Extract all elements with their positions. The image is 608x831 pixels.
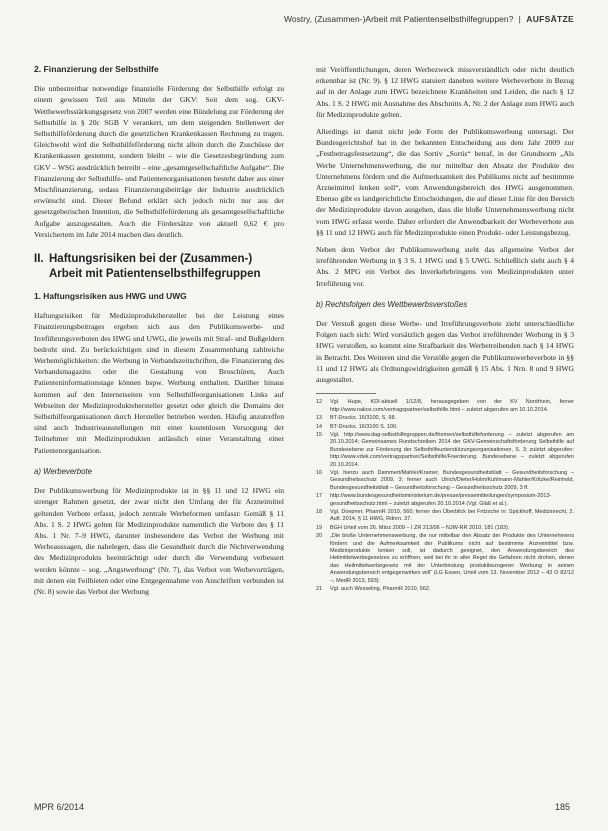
paragraph: Die unbestreitbar notwendige finanzielle Förderung der Selbsthilfe erfolgt zu einem gewissen Teil aus Mitteln der GKV: Seit dem sog. GKV-Wettbewerbsstärkungsgesetz von 2007 werden eine Bündelung zur Förderung der Selbsthilfe in § 20c SGB V verankert, um dem steigenden Stellenwert der Selbsthilfeförderung durch die gesetzlichen Krankenkassen Rechnung zu tragen. Gleichwohl wird die Selbsthilfeförderung nicht allein durch die Zuschüsse der Krankenkassen gestemmt, sondern bleibt – wie die Gesetzesbegründung zum GKV – WSG ausdrücklich betreibt – eine „gesamtgesellschaftliche Aufgabe“. Die Finanzierung der Selbsthilfe- und Patientenorganisationen besteht daher aus einer Mischfinanzierung, sodass Finanzierungsbeiträge der Industrie ausdrücklich erwünscht sind. Dieser Befund erklärt sich jedoch nicht nur aus der gesetzgeberischen Intention, die Selbsthilfeförderung als gesamtgesellschaftliche Aufgabe auszugestalten. Auch die Fördersätze von aktuell 0,62 € pro Versichertem im Jahr 2014 machen dies deutlich. — [34, 84, 284, 239]
footnote-number: 15 — [316, 431, 323, 438]
footnote-number: 18 — [316, 508, 323, 515]
footnote-number: 14 — [316, 423, 323, 430]
footnote-divider — [316, 393, 376, 394]
footnote-number: 13 — [316, 415, 323, 422]
right-column — [316, 64, 574, 594]
footnote — [316, 424, 574, 431]
subheading-legal-consequences: b) Rechtsfolgen des Wettbewerbsverstoßes — [316, 299, 468, 309]
footnote — [316, 399, 574, 414]
footnote-number: 19 — [316, 524, 323, 531]
footnote-number: 17 — [316, 493, 323, 500]
footnote — [316, 432, 574, 469]
footnote-text: BT-Drucks. 16/3100, S. 98. — [330, 415, 397, 422]
header-separator: | — [518, 14, 521, 24]
footnote-text: Vgl. auch Wesseling, PharmR 2010, 562. — [330, 586, 431, 593]
subheading-liability: 1. Haftungsrisiken aus HWG und UWG — [34, 291, 187, 302]
paragraph: Neben dem Verbot der Publikumswerbung steht das allgemeine Verbot der irreführenden Werbung in § 3 S. 1 HWG und § 5 UWG. Schließlich sieht auch § 4 Abs. 2 MPG ein Verbot des Inverkehrbringens von Medizinprodukten unter Irreführung vor. — [316, 245, 574, 288]
footnote-number: 16 — [316, 469, 323, 476]
chapter-heading — [34, 252, 284, 281]
footnotes — [316, 399, 574, 593]
footnote — [316, 415, 574, 422]
section-label: AUFSÄTZE — [526, 14, 574, 24]
footnote — [316, 533, 574, 585]
footnote-text: Vgl. Hupe, KDI-aktuell 1/12/8, herausgegeben von der KV Nordrhein, ferner http://www.nakos.com/vertragspartner/selbsthilfe.html – zuletzt abgerufen am 10.10.2014. — [330, 399, 574, 413]
footnote — [316, 525, 574, 532]
footnote-number: 20 — [316, 533, 323, 540]
chapter-number: II. — [34, 253, 44, 266]
paragraph: Der Verstoß gegen diese Werbe- und Irreführungsverbote zieht unterschiedliche Folgen nach sich: Wird vorsätzlich gegen das Verbot irreführender Werbung in § 3 HWG verstoßen, so kommt eine Strafbarkeit des Werbetreibenden nach § 14 HWG in Betracht. Des Weiteren sind die Verstöße gegen die Publikumswerbeverbote in §§ 11 und 12 HWG als Ordnungswidrigkeiten gemäß § 15 Abs. 1 Nrn. 8 und 9 HWG ausgestaltet. — [316, 319, 574, 385]
paragraph: Allerdings ist damit nicht jede Form der Publikumswerbung untersagt. Der Bundesgerichtshof hat in der bekannten Entscheidung aus dem Jahr 2009 zur „Festbetragsfestsetzung“, die das Sortiv „Sortis“ betraf, in der Grundnorm „Als Werbe Unternehmenswerbung, die nur mittelbar den Absatz der Produkte des Unternehmens fördern und die Aufmerksamkeit des Publikums nicht auf bestimmte Arzneimittel lenken soll“, vom Anwendungsbereich des HWG ausgenommen. Ebenso gibt es landgerichtliche Entscheidungen, die auf dieser Linie für den Bereich der Medizinprodukte davon ausgehen, dass die bloße Unternehmenswerbung nicht vom HWG erfasst werde. Daher erfordert die Anwendbarkeit der Werbeverbote aus §§ 11 und 12 HWG auch für Medizinprodukte einen Produkt- oder Leistungsbezug. — [316, 127, 574, 237]
footnote-number: 12 — [316, 399, 323, 406]
footnote — [316, 509, 574, 524]
chapter-title-line2: Arbeit mit Patientenselbsthilfegruppen — [49, 267, 261, 280]
journal-issue: MPR 6/2014 — [34, 802, 85, 812]
paragraph: Der Publikumswerbung für Medizinprodukte ist in §§ 11 und 12 HWG ein strenger Rahmen gesetzt, der zwar nicht den Umfang der für Arzneimittel geltenden Verbote erfasst, jedoch zentrale Werbeformen umfasst: Gemäß § 11 Abs. 1 S. 2 HWG gelten für Medizinprodukte namentlich die Verbote des § 11 Abs. 1 Nr. 7–9 HWG, darunter insbesondere das Verbot der Werbung mit Werbeaussagen, die nahelegen, dass die Gesundheit durch die Nichtverwendung des Medizinprodukts beeinträchtigt oder durch die Verwendung verbessert werden könnte – sog. „Angstwerbung“ (Nr. 7), das Verbot von Werbevorträgen, mit denen ein Feilbieten oder eine Entgegennahme von Anschriften verbunden ist (Nr. 8) sowie das Verbot der Werbung — [34, 486, 284, 596]
heading-financing: 2. Finanzierung der Selbsthilfe — [34, 64, 159, 74]
paragraph: mit Veröffentlichungen, deren Werbezweck missverständlich oder nicht deutlich erkennbar ist (Nr. 9). § 12 HWG statuiert daneben weitere Werbeverbote in Bezug auf in der Anlage zum HWG bezeichnete Krankheiten und Leiden, die nach § 12 Abs. 1 S. 2 HWG mit Ausnahme des Abschnitts A, Nr. 2 der Anlage zum HWG auch für Medizinprodukte gelten. — [316, 65, 574, 119]
footnote-text: BT-Drucks. 16/3100 S. 100. — [330, 423, 398, 430]
footnote-text: Vgl. Doepner, PharmR 2010, 560; ferner den Überblick bei Fritzsche in: Spickhoff, Medizinrecht, 2. Aufl. 2014, § 11 HWG, Rdnrn. 37. — [330, 508, 574, 523]
page-number: 185 — [555, 802, 571, 812]
running-header — [0, 14, 574, 24]
footnote-text: Vgl. http://www.dag-selbsthilfegruppen.de/themen/selbsthilfeforderung – zuletzt abgerufen am 20.10.2014; Gemeinsames Rundschreiben 2014 der GKV-Gemeinschaftsförderung Selbsthilfe auf Bundesebene zur Förderung der Selbsthilfeunterstützungsorganisationen, S. 3; zuletzt abgerufen: http://www.vdek.com/vertragspartner/Selbsthilfe/Foerderung. Bundesebene – zuletzt abgerufen 20.10.2014. — [330, 431, 574, 468]
footnote-text: BGH Urteil vom 26. März 2009 – I ZR 213/06 – NJW-RR 2010, 181 (183). — [330, 524, 510, 531]
footnote-text: „Die bloße Unternehmenswerbung, die nur mittelbar den Absatz der Produkte des Unternehmens fördern und die Aufmerksamkeit der Publikums nicht auf bestimmte Arzneimittel bzw. Medizinprodukte lenken soll, ist dadurch geeignet, den Anwendungsbereich des Heilmittelwerbegesetzes zu eröffnen, weil bei ihr in aller Regel die Gefahren nicht drohen, denen das Heilmittelwerbegesetz mit der Unterbindung produktbezogener Werbung in seinen Anwendungsbereich entgegenwirken will“ (LG Essen, Urteil vom 13. November 2012 – 43 O 82/12 –, MedR 2013, 593). — [330, 533, 574, 584]
footnote-text: Vgl. hierzu auch Dammert/Mahler/Kramer, Bundesgesundheitsblatt – Gesundheitsforschung – Gesundheitsschutz 2009, 3; ferner auch Ulrich/Dieter/Holm/Kuhlmann-Mahler/Kötzke/Reinhold, Bundesgesundheitsblatt – Gesundheitsforschung – Gesundheitsschutz 2009, 3 ff. — [330, 469, 574, 491]
running-title: Wostry, (Zusammen-)Arbeit mit Patientenselbsthilfegruppen? — [284, 14, 514, 24]
left-column — [34, 64, 284, 603]
paragraph: Haftungsrisiken für Medizinprodukthersteller bei der Leistung eines Finanzierungsbeitrages ergeben sich aus den Publikumswerbe- und Irreführungsverboten des HWG und UWG, die jeweils mit Straf- und Bußgeldern bedroht sind. Zu berücksichtigen sind in diesem Zusammenhang zahlreiche Werbemöglichkeiten: die Werbung in Verbandszeitschriften, die Finanzierung des Verbandsmagazins oder die Gestaltung von Broschüren, Auch Patienteninformationstage können bspw. Werbung enthalten. Darüber hinaus kommen auf den Internetseiten von Selbsthilfeorganisationen Links auf Webseiten der Medizinproduktehersteller gesetzt oder gleich die Domains der Selbsthilfeorganisationen durch Hersteller betrieben werden. Häufig anzutreffen sind auch Industrieausstellungen mit einer kostenlosen Versorgung der Teilnehmer mit Medizinprodukten anlässlich einer Veranstaltung einer Patientenorganisation. — [34, 311, 284, 455]
subheading-advertising-bans: a) Werbeverbote — [34, 466, 92, 476]
footnote-text: http://www.bundesgesundheitsministerium.de/presse/pressemitteilungen/symposium-2013-gesundheitsschutz.html – zuletzt abgerufen 20.10.2014 (Vgl. Gläß et al.). — [330, 493, 552, 507]
footnote — [316, 586, 574, 593]
chapter-title-line1: Haftungsrisiken bei der (Zusammen-) — [49, 253, 253, 266]
footnote-number: 21 — [316, 586, 323, 593]
footnote — [316, 470, 574, 492]
footnote — [316, 493, 574, 508]
